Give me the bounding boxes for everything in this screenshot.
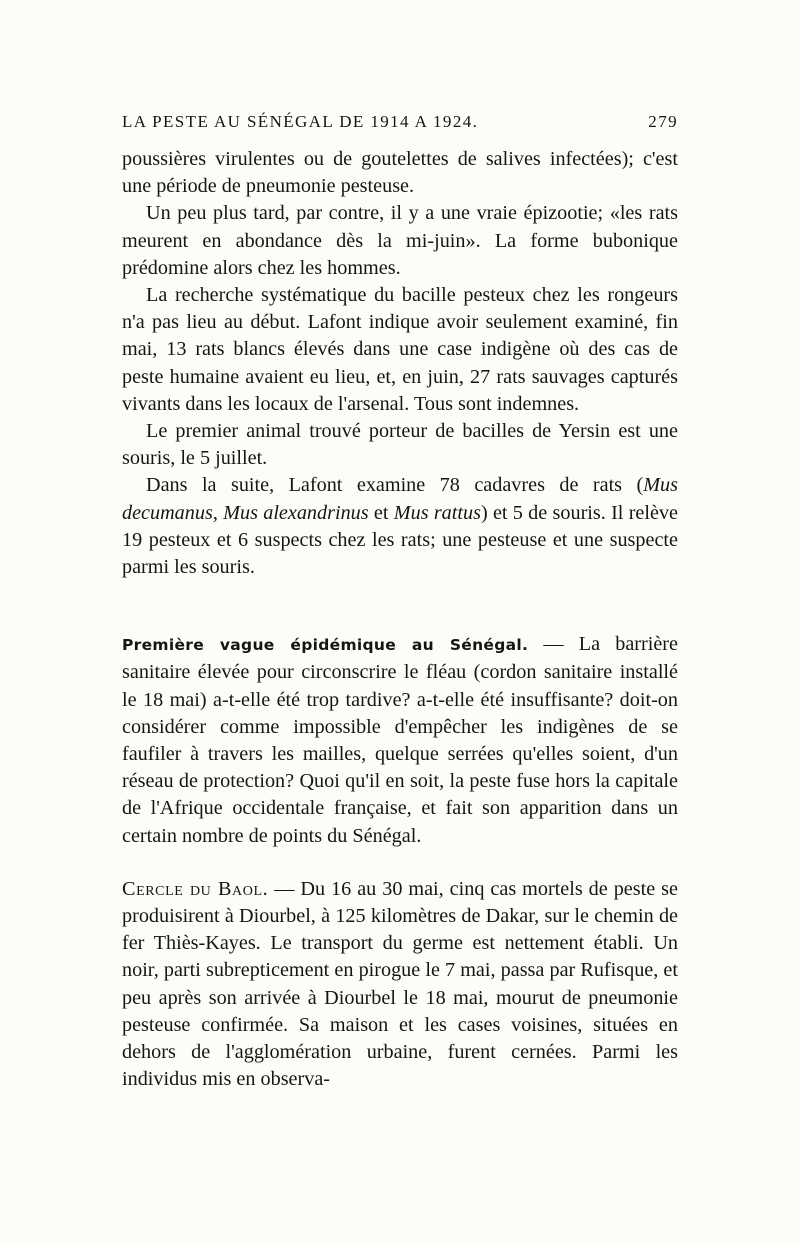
- page-header: [122, 112, 678, 132]
- section-heading-cercle-baol: Cercle du Baol.: [122, 877, 269, 900]
- p5-sep2: et: [368, 501, 394, 524]
- body-text: [122, 146, 678, 1094]
- paragraph-1: poussières virulentes ou de goutelettes de salives infectées); c'est une période de pneumonie pesteuse.: [122, 148, 678, 198]
- section-heading-first-wave: Première vague épidémique au Sénégal.: [122, 636, 529, 655]
- paragraph-6: [122, 631, 678, 850]
- paragraph-7: [122, 876, 678, 1094]
- page-number: 279: [648, 112, 678, 131]
- p6-body: — La barrière sanitaire élevée pour circonscrire le fléau (cordon sanitaire installé le 18 mai) a-t-elle été trop tardive? a-t-elle été insuffisante? doit-on considérer comme impossible d'empêcher les indigènes de se faufiler à travers les mailles, quelque serrées qu'elles soient, d'un réseau de protection? Quoi qu'il en soit, la peste fuse hors la capitale de l'Afrique occidentale française, et fait son apparition dans un certain nombre de points du Sénégal.: [122, 633, 678, 847]
- p5-sep1: ,: [212, 501, 224, 524]
- running-title: LA PESTE AU SÉNÉGAL DE 1914 A 1924.: [122, 112, 479, 131]
- species-mus-alexandrinus: Mus alexandrinus: [223, 501, 369, 524]
- paragraph-5: [122, 472, 678, 581]
- species-mus-decumanus: Mus decumanus: [122, 474, 678, 524]
- p5-before: Dans la suite, Lafont examine 78 cadavres de rats (: [146, 474, 644, 497]
- p7-body: — Du 16 au 30 mai, cinq cas mortels de peste se produisirent à Diourbel, à 125 kilomètres de Dakar, sur le chemin de fer Thiès-Kayes. Le transport du germe est nettement établi. Un noir, parti subrepticement en pirogue le 7 mai, passa par Rufisque, et peu après son arrivée à Diourbel le 18 mai, mourut de pneumonie pesteuse confirmée. Sa maison et les cases voisines, situées en dehors de l'agglomération urbaine, furent cernées. Parmi les individus mis en observa-: [122, 877, 678, 1091]
- paragraph-2: Un peu plus tard, par contre, il y a une vraie épizootie; «les rats meurent en abondance dès la mi-juin». La forme bubonique prédomine alors chez les hommes.: [122, 202, 678, 279]
- paragraph-3: La recherche systématique du bacille pesteux chez les rongeurs n'a pas lieu au début. Lafont indique avoir seulement examiné, fin mai, 13 rats blancs élevés dans une case indigène où des cas de peste humaine avaient eu lieu, et, en juin, 27 rats sauvages capturés vivants dans les locaux de l'arsenal. Tous sont indemnes.: [122, 284, 678, 415]
- species-mus-rattus: Mus rattus: [393, 501, 481, 524]
- paragraph-4: Le premier animal trouvé porteur de bacilles de Yersin est une souris, le 5 juillet.: [122, 420, 678, 470]
- p5-after: ) et 5 de souris. Il relève 19 pesteux et 6 suspects chez les rats; une pesteuse et une suspecte parmi les souris.: [122, 501, 679, 579]
- section-gap: [122, 850, 678, 876]
- section-gap: [122, 581, 678, 631]
